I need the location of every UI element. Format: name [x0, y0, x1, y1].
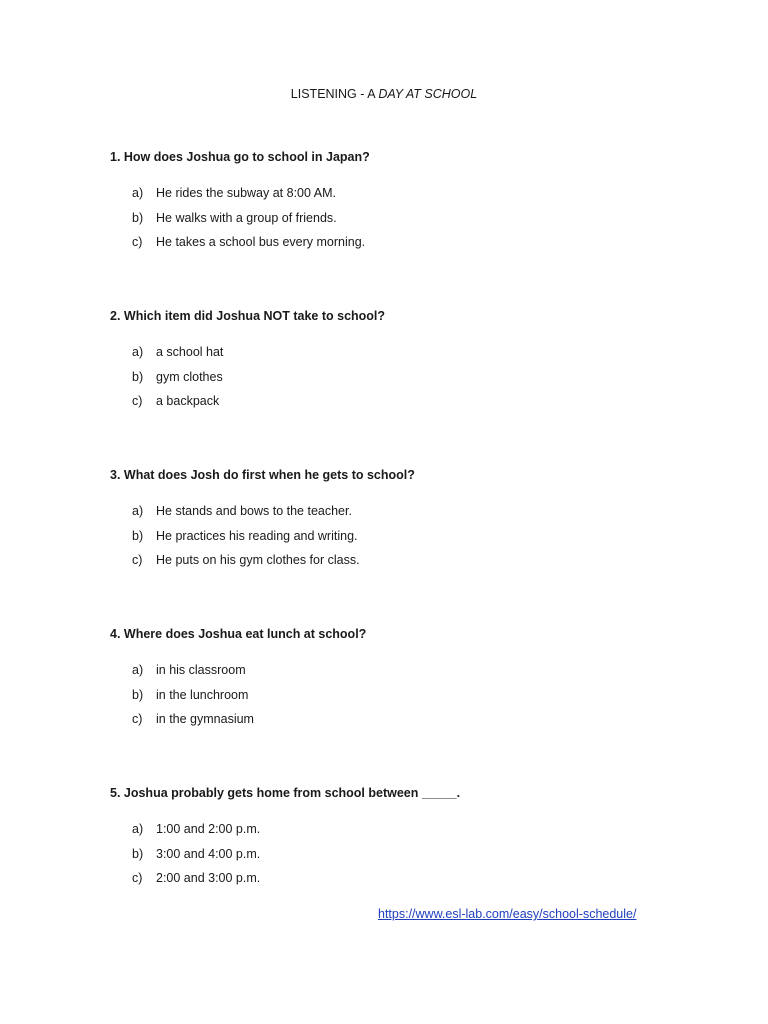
option-text: in his classroom — [156, 663, 246, 677]
option-text: 1:00 and 2:00 p.m. — [156, 822, 261, 836]
option-text: He practices his reading and writing. — [156, 529, 358, 543]
option-letter: b) — [132, 688, 144, 702]
option-1c — [132, 234, 365, 250]
option-letter: b) — [132, 211, 144, 225]
option-letter: c) — [132, 712, 143, 726]
option-letter: a) — [132, 504, 144, 518]
option-letter: a) — [132, 186, 144, 200]
option-letter: b) — [132, 370, 144, 384]
question-3: 3. What does Josh do first when he gets to school? — [110, 468, 415, 482]
option-letter: c) — [132, 235, 143, 249]
option-letter: c) — [132, 553, 143, 567]
option-text: in the lunchroom — [156, 688, 249, 702]
option-5a — [132, 821, 260, 837]
question-5: 5. Joshua probably gets home from school between _____. — [110, 786, 461, 800]
question-1: 1. How does Joshua go to school in Japan? — [110, 150, 370, 164]
option-letter: b) — [132, 847, 144, 861]
option-text: He takes a school bus every morning. — [156, 235, 366, 249]
option-text: He rides the subway at 8:00 AM. — [156, 186, 336, 200]
option-text: gym clothes — [156, 370, 223, 384]
option-1a — [132, 185, 336, 201]
option-text: He walks with a group of friends. — [156, 211, 337, 225]
option-text: a school hat — [156, 345, 224, 359]
option-3a — [132, 503, 352, 519]
option-2a — [132, 344, 223, 360]
option-letter: a) — [132, 663, 144, 677]
option-letter: c) — [132, 871, 143, 885]
question-4: 4. Where does Joshua eat lunch at school? — [110, 627, 367, 641]
option-4c — [132, 711, 254, 727]
option-text: in the gymnasium — [156, 712, 254, 726]
option-3c — [132, 552, 360, 568]
question-2: 2. Which item did Joshua NOT take to school? — [110, 309, 386, 323]
option-3b — [132, 528, 358, 544]
source-link[interactable]: https://www.esl-lab.com/easy/school-schedule/ — [378, 907, 637, 921]
option-letter: b) — [132, 529, 144, 543]
title-prefix: LISTENING - A — [290, 87, 379, 101]
title-italic: DAY AT SCHOOL — [378, 87, 478, 101]
option-4b — [132, 687, 248, 703]
option-5b — [132, 846, 260, 862]
option-text: a backpack — [156, 394, 220, 408]
option-text: 2:00 and 3:00 p.m. — [156, 871, 261, 885]
option-text: He puts on his gym clothes for class. — [156, 553, 360, 567]
option-2b — [132, 369, 223, 385]
option-letter: a) — [132, 822, 144, 836]
option-text: 3:00 and 4:00 p.m. — [156, 847, 261, 861]
option-2c — [132, 393, 219, 409]
option-5c — [132, 870, 260, 886]
option-letter: a) — [132, 345, 144, 359]
option-letter: c) — [132, 394, 143, 408]
page-title — [0, 86, 768, 102]
option-4a — [132, 662, 246, 678]
option-1b — [132, 210, 337, 226]
option-text: He stands and bows to the teacher. — [156, 504, 352, 518]
